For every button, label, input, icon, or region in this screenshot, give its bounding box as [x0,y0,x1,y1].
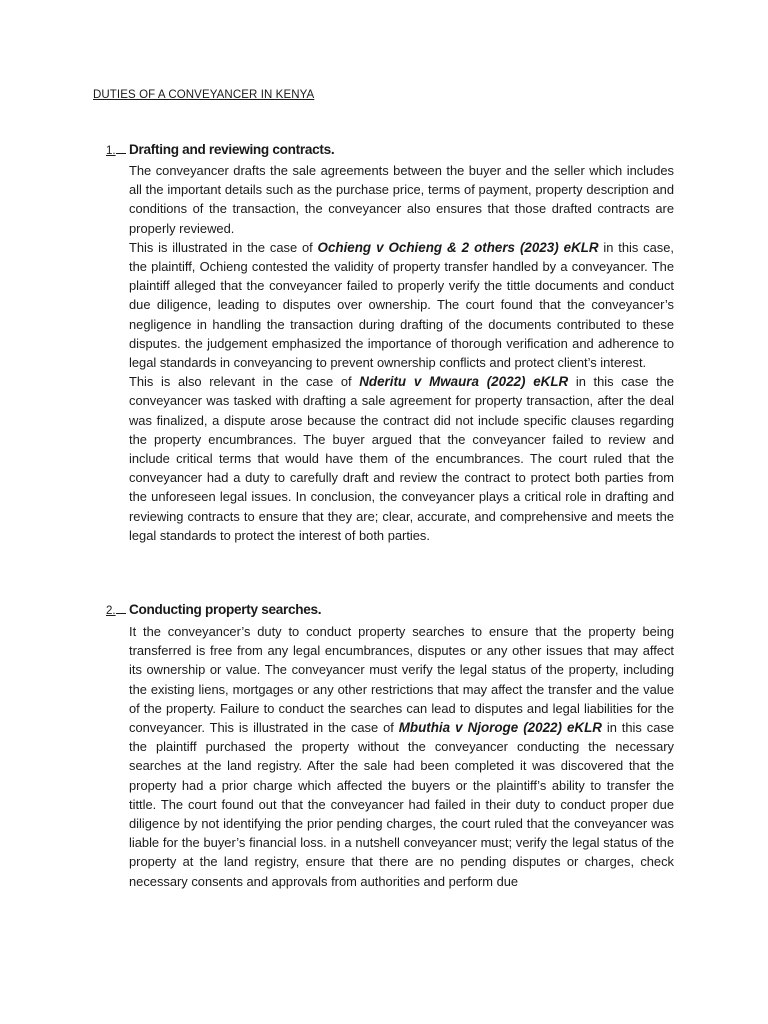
case-citation: Nderitu v Mwaura (2022) eKLR [359,374,569,390]
paragraph-text: This is illustrated in the case of [129,239,318,255]
section-heading [0,602,768,622]
section-number: 2. [106,605,126,617]
paragraph-text: This is also relevant in the case of [129,374,360,390]
section-drafting [0,142,768,543]
paragraph: The conveyancer drafts the sale agreements between the buyer and the seller which includes all the important details such as the purchase price, terms of payment, property description and conditions of the transaction, the conveyancer also ensures that those drafted contracts are properly reviewed. [129,163,674,236]
paragraph-text: in this case the plaintiff purchased the property without the conveyancer conducting the necessary searches at the land registry. After the sale had been completed it was discovered that the property had a prior charge which affected the buyers or the plaintiff’s ability to transfer the tittle. The court found out that the conveyancer had failed in their duty to conduct proper due diligence by not identifying the prior pending charges, the court ruled that the conveyancer was liable for the buyer’s financial loss. in a nutshell conveyancer must; verify the legal status of the property at the land registry, ensure that there are no pending disputes or charges, check necessary consents and approvals from authorities and perform due [129,720,674,889]
paragraph [129,238,674,372]
paragraph [129,622,674,891]
section-number: 1. [106,145,126,157]
section-body [129,161,674,545]
case-citation: Mbuthia v Njoroge (2022) eKLR [398,720,602,736]
document-title: DUTIES OF A CONVEYANCER IN KENYA [93,89,315,101]
case-citation: Ochieng v Ochieng & 2 others (2023) eKLR [317,239,599,255]
paragraph-text: It the conveyancer’s duty to conduct property searches to ensure that the property being transferred is free from any legal encumbrances, disputes or any other issues that may affect its ownership or value. The conveyancer must verify the legal status of the property, including the existing liens, mortgages or any other restrictions that may affect the transfer and the value of the property. Failure to conduct the searches can lead to disputes and legal liabilities for the conveyancer. This is illustrated in the case of [129,624,674,736]
section-property-searches [0,602,768,889]
section-title: Conducting property searches. [129,602,322,617]
section-body [129,622,674,891]
paragraph-text: in this case, the plaintiff, Ochieng contested the validity of property transfer handled by a conveyancer. The plaintiff alleged that the conveyancer failed to properly verify the tittle documents and conduct due diligence, leading to disputes over ownership. The court found that the conveyancer’s negligence in handling the transaction during drafting of the documents contributed to these disputes. the judgement emphasized the importance of thorough verification and adherence to legal standards in conveyancing to prevent ownership conflicts and protect client’s interest. [129,239,674,371]
section-title: Drafting and reviewing contracts. [129,142,335,157]
section-heading [0,142,768,162]
paragraph-text: in this case the conveyancer was tasked with drafting a sale agreement for property transaction, after the deal was finalized, a dispute arose because the contract did not include specific clauses regarding the property encumbrances. The buyer argued that the conveyancer failed to review and include critical terms that would have them of the encumbrances. The court ruled that the conveyancer had a duty to carefully draft and review the contract to protect both parties from the unforeseen legal issues. In conclusion, the conveyancer plays a critical role in drafting and reviewing contracts to ensure that they are; clear, accurate, and comprehensive and meets the legal standards to protect the interest of both parties. [129,374,674,543]
paragraph [129,372,674,545]
